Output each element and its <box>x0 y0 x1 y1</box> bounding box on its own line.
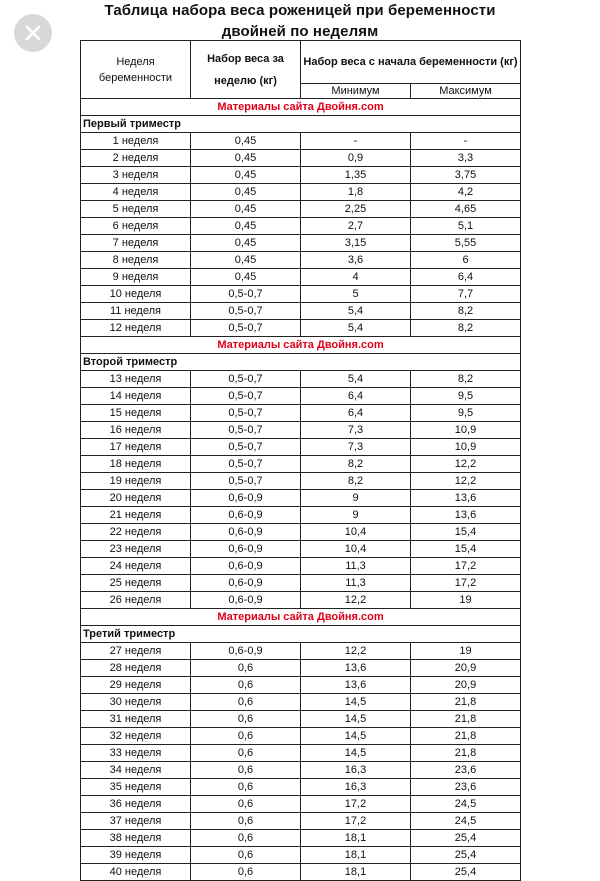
max-total-cell: 12,2 <box>411 473 521 490</box>
min-total-cell: 3,15 <box>301 235 411 252</box>
min-total-cell: 1,35 <box>301 167 411 184</box>
table-row <box>81 320 521 337</box>
week-cell: 8 неделя <box>81 252 191 269</box>
min-total-cell: 10,4 <box>301 524 411 541</box>
weekly-gain-cell: 0,45 <box>191 235 301 252</box>
weekly-gain-cell: 0,5-0,7 <box>191 303 301 320</box>
max-total-cell: 17,2 <box>411 558 521 575</box>
table-row <box>81 201 521 218</box>
max-total-cell: 24,5 <box>411 796 521 813</box>
weekly-gain-cell: 0,6 <box>191 728 301 745</box>
table-row <box>81 133 521 150</box>
min-total-cell: 6,4 <box>301 405 411 422</box>
min-total-cell: 13,6 <box>301 660 411 677</box>
week-cell: 20 неделя <box>81 490 191 507</box>
max-total-cell: 21,8 <box>411 694 521 711</box>
max-total-cell: 15,4 <box>411 541 521 558</box>
source-banner-row <box>81 337 521 354</box>
max-total-cell: 20,9 <box>411 677 521 694</box>
week-cell: 14 неделя <box>81 388 191 405</box>
weekly-gain-cell: 0,6-0,9 <box>191 541 301 558</box>
week-cell: 33 неделя <box>81 745 191 762</box>
max-total-cell: 5,1 <box>411 218 521 235</box>
weekly-gain-cell: 0,6 <box>191 796 301 813</box>
table-row <box>81 660 521 677</box>
trimester-row <box>81 354 521 371</box>
week-cell: 39 неделя <box>81 847 191 864</box>
min-total-cell: 17,2 <box>301 813 411 830</box>
max-total-cell: 4,65 <box>411 201 521 218</box>
max-total-cell: 8,2 <box>411 371 521 388</box>
min-total-cell: 1,8 <box>301 184 411 201</box>
max-total-cell: 25,4 <box>411 864 521 881</box>
weekly-gain-cell: 0,5-0,7 <box>191 388 301 405</box>
table-row <box>81 184 521 201</box>
header-total-gain: Набор веса с начала беременности (кг) <box>301 41 521 84</box>
weekly-gain-cell: 0,45 <box>191 218 301 235</box>
week-cell: 1 неделя <box>81 133 191 150</box>
weekly-gain-cell: 0,5-0,7 <box>191 422 301 439</box>
week-cell: 26 неделя <box>81 592 191 609</box>
week-cell: 11 неделя <box>81 303 191 320</box>
weekly-gain-cell: 0,45 <box>191 201 301 218</box>
source-banner: Материалы сайта Двойня.com <box>81 609 521 626</box>
weekly-gain-cell: 0,5-0,7 <box>191 439 301 456</box>
table-row <box>81 235 521 252</box>
table-row <box>81 507 521 524</box>
table-row <box>81 388 521 405</box>
header-min: Минимум <box>301 84 411 99</box>
week-cell: 36 неделя <box>81 796 191 813</box>
min-total-cell: 11,3 <box>301 575 411 592</box>
min-total-cell: 12,2 <box>301 592 411 609</box>
min-total-cell: 14,5 <box>301 728 411 745</box>
source-banner-row <box>81 99 521 116</box>
weekly-gain-cell: 0,6-0,9 <box>191 524 301 541</box>
min-total-cell: 14,5 <box>301 711 411 728</box>
table-row <box>81 490 521 507</box>
week-cell: 30 неделя <box>81 694 191 711</box>
week-cell: 40 неделя <box>81 864 191 881</box>
max-total-cell: - <box>411 133 521 150</box>
trimester-row <box>81 626 521 643</box>
week-cell: 2 неделя <box>81 150 191 167</box>
close-icon <box>24 24 42 42</box>
week-cell: 3 неделя <box>81 167 191 184</box>
max-total-cell: 13,6 <box>411 490 521 507</box>
min-total-cell: 7,3 <box>301 422 411 439</box>
max-total-cell: 19 <box>411 643 521 660</box>
table-row <box>81 541 521 558</box>
weekly-gain-cell: 0,5-0,7 <box>191 371 301 388</box>
weekly-gain-cell: 0,6-0,9 <box>191 558 301 575</box>
min-total-cell: 2,7 <box>301 218 411 235</box>
min-total-cell: 5,4 <box>301 320 411 337</box>
max-total-cell: 17,2 <box>411 575 521 592</box>
week-cell: 17 неделя <box>81 439 191 456</box>
table-row <box>81 643 521 660</box>
max-total-cell: 23,6 <box>411 779 521 796</box>
table-title: Таблица набора веса роженицей при беременности двойней по неделям <box>104 2 496 40</box>
table-row <box>81 167 521 184</box>
weekly-gain-cell: 0,6-0,9 <box>191 490 301 507</box>
weekly-gain-cell: 0,45 <box>191 150 301 167</box>
week-cell: 23 неделя <box>81 541 191 558</box>
max-total-cell: 9,5 <box>411 388 521 405</box>
week-cell: 16 неделя <box>81 422 191 439</box>
weekly-gain-cell: 0,45 <box>191 184 301 201</box>
week-cell: 19 неделя <box>81 473 191 490</box>
trimester-label: Третий триместр <box>81 626 521 643</box>
table-row <box>81 405 521 422</box>
week-cell: 10 неделя <box>81 286 191 303</box>
weekly-gain-cell: 0,6 <box>191 694 301 711</box>
table-row <box>81 830 521 847</box>
max-total-cell: 8,2 <box>411 320 521 337</box>
table-row <box>81 422 521 439</box>
weekly-gain-cell: 0,6-0,9 <box>191 575 301 592</box>
min-total-cell: 16,3 <box>301 779 411 796</box>
min-total-cell: 17,2 <box>301 796 411 813</box>
week-cell: 13 неделя <box>81 371 191 388</box>
table-row <box>81 694 521 711</box>
max-total-cell: 13,6 <box>411 507 521 524</box>
weekly-gain-cell: 0,6 <box>191 677 301 694</box>
week-cell: 22 неделя <box>81 524 191 541</box>
header-week: Неделя беременности <box>81 41 191 99</box>
weekly-gain-cell: 0,6 <box>191 830 301 847</box>
min-total-cell: 3,6 <box>301 252 411 269</box>
week-cell: 12 неделя <box>81 320 191 337</box>
table-row <box>81 269 521 286</box>
min-total-cell: 5,4 <box>301 303 411 320</box>
max-total-cell: 3,3 <box>411 150 521 167</box>
table-row <box>81 286 521 303</box>
table-row <box>81 524 521 541</box>
min-total-cell: 2,25 <box>301 201 411 218</box>
table-row <box>81 847 521 864</box>
header-max: Максимум <box>411 84 521 99</box>
min-total-cell: 10,4 <box>301 541 411 558</box>
max-total-cell: 25,4 <box>411 830 521 847</box>
table-row <box>81 592 521 609</box>
max-total-cell: 24,5 <box>411 813 521 830</box>
weekly-gain-cell: 0,6-0,9 <box>191 592 301 609</box>
table-row <box>81 252 521 269</box>
header-weekly-gain: Набор веса за неделю (кг) <box>191 41 301 99</box>
week-cell: 24 неделя <box>81 558 191 575</box>
table-body <box>81 99 521 881</box>
min-total-cell: 18,1 <box>301 830 411 847</box>
min-total-cell: 7,3 <box>301 439 411 456</box>
week-cell: 32 неделя <box>81 728 191 745</box>
min-total-cell: 8,2 <box>301 473 411 490</box>
max-total-cell: 4,2 <box>411 184 521 201</box>
min-total-cell: 9 <box>301 507 411 524</box>
week-cell: 18 неделя <box>81 456 191 473</box>
weekly-gain-cell: 0,6 <box>191 813 301 830</box>
min-total-cell: 8,2 <box>301 456 411 473</box>
max-total-cell: 6 <box>411 252 521 269</box>
table-row <box>81 575 521 592</box>
table-row <box>81 150 521 167</box>
max-total-cell: 9,5 <box>411 405 521 422</box>
table-row <box>81 762 521 779</box>
max-total-cell: 15,4 <box>411 524 521 541</box>
week-cell: 35 неделя <box>81 779 191 796</box>
max-total-cell: 5,55 <box>411 235 521 252</box>
weekly-gain-cell: 0,5-0,7 <box>191 456 301 473</box>
week-cell: 9 неделя <box>81 269 191 286</box>
max-total-cell: 3,75 <box>411 167 521 184</box>
max-total-cell: 21,8 <box>411 745 521 762</box>
week-cell: 7 неделя <box>81 235 191 252</box>
max-total-cell: 6,4 <box>411 269 521 286</box>
max-total-cell: 20,9 <box>411 660 521 677</box>
min-total-cell: 9 <box>301 490 411 507</box>
min-total-cell: 14,5 <box>301 745 411 762</box>
week-cell: 25 неделя <box>81 575 191 592</box>
weekly-gain-cell: 0,6-0,9 <box>191 643 301 660</box>
min-total-cell: 6,4 <box>301 388 411 405</box>
min-total-cell: 18,1 <box>301 864 411 881</box>
table-row <box>81 779 521 796</box>
source-banner-row <box>81 609 521 626</box>
weekly-gain-cell: 0,6 <box>191 660 301 677</box>
weekly-gain-cell: 0,5-0,7 <box>191 286 301 303</box>
min-total-cell: 18,1 <box>301 847 411 864</box>
week-cell: 27 неделя <box>81 643 191 660</box>
table-row <box>81 371 521 388</box>
table-row <box>81 456 521 473</box>
max-total-cell: 12,2 <box>411 456 521 473</box>
weekly-gain-cell: 0,5-0,7 <box>191 405 301 422</box>
week-cell: 4 неделя <box>81 184 191 201</box>
table-row <box>81 473 521 490</box>
weekly-gain-cell: 0,6 <box>191 745 301 762</box>
week-cell: 28 неделя <box>81 660 191 677</box>
table-row <box>81 303 521 320</box>
weekly-gain-cell: 0,6 <box>191 762 301 779</box>
close-button[interactable] <box>14 14 52 52</box>
min-total-cell: 14,5 <box>301 694 411 711</box>
weekly-gain-cell: 0,6 <box>191 847 301 864</box>
weekly-gain-cell: 0,45 <box>191 252 301 269</box>
table-row <box>81 745 521 762</box>
week-cell: 29 неделя <box>81 677 191 694</box>
min-total-cell: 16,3 <box>301 762 411 779</box>
table-row <box>81 864 521 881</box>
table-row <box>81 728 521 745</box>
table-row <box>81 677 521 694</box>
max-total-cell: 8,2 <box>411 303 521 320</box>
max-total-cell: 23,6 <box>411 762 521 779</box>
week-cell: 38 неделя <box>81 830 191 847</box>
weekly-gain-cell: 0,6 <box>191 864 301 881</box>
table-row <box>81 813 521 830</box>
week-cell: 15 неделя <box>81 405 191 422</box>
min-total-cell: 5 <box>301 286 411 303</box>
weekly-gain-cell: 0,45 <box>191 167 301 184</box>
table-row <box>81 711 521 728</box>
week-cell: 21 неделя <box>81 507 191 524</box>
week-cell: 37 неделя <box>81 813 191 830</box>
max-total-cell: 19 <box>411 592 521 609</box>
week-cell: 34 неделя <box>81 762 191 779</box>
min-total-cell: 13,6 <box>301 677 411 694</box>
trimester-label: Первый триместр <box>81 116 521 133</box>
source-banner: Материалы сайта Двойня.com <box>81 99 521 116</box>
source-banner: Материалы сайта Двойня.com <box>81 337 521 354</box>
max-total-cell: 25,4 <box>411 847 521 864</box>
trimester-label: Второй триместр <box>81 354 521 371</box>
week-cell: 31 неделя <box>81 711 191 728</box>
max-total-cell: 21,8 <box>411 728 521 745</box>
max-total-cell: 21,8 <box>411 711 521 728</box>
max-total-cell: 10,9 <box>411 422 521 439</box>
table-row <box>81 439 521 456</box>
min-total-cell: 0,9 <box>301 150 411 167</box>
min-total-cell: - <box>301 133 411 150</box>
min-total-cell: 12,2 <box>301 643 411 660</box>
weekly-gain-cell: 0,5-0,7 <box>191 473 301 490</box>
table-row <box>81 218 521 235</box>
trimester-row <box>81 116 521 133</box>
weekly-gain-cell: 0,5-0,7 <box>191 320 301 337</box>
weekly-gain-cell: 0,6 <box>191 711 301 728</box>
week-cell: 5 неделя <box>81 201 191 218</box>
min-total-cell: 4 <box>301 269 411 286</box>
weekly-gain-cell: 0,6 <box>191 779 301 796</box>
max-total-cell: 10,9 <box>411 439 521 456</box>
weekly-gain-cell: 0,45 <box>191 269 301 286</box>
weight-gain-table <box>80 40 521 881</box>
weekly-gain-cell: 0,6-0,9 <box>191 507 301 524</box>
min-total-cell: 11,3 <box>301 558 411 575</box>
max-total-cell: 7,7 <box>411 286 521 303</box>
table-row <box>81 796 521 813</box>
min-total-cell: 5,4 <box>301 371 411 388</box>
weekly-gain-cell: 0,45 <box>191 133 301 150</box>
table-row <box>81 558 521 575</box>
week-cell: 6 неделя <box>81 218 191 235</box>
